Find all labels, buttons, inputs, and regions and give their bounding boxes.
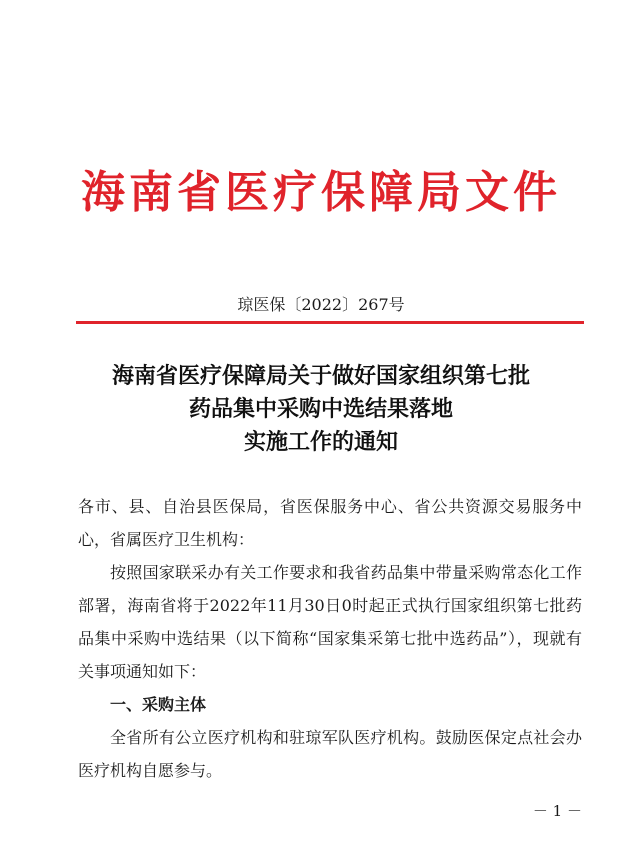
page-number: － 1 － bbox=[532, 802, 582, 820]
notice-title bbox=[40, 360, 602, 459]
body-paragraph-1: 按照国家联采办有关工作要求和我省药品集中带量采购常态化工作部署，海南省将于2022年11月30日0时起正式执行国家组织第七批药品集中采购中选结果（以下简称“国家集采第七批中选药品”），现就有关事项通知如下： bbox=[78, 563, 582, 681]
section-1-heading: 一、采购主体 bbox=[110, 695, 207, 714]
document-number: 琼医保〔2022〕267号 bbox=[237, 295, 405, 314]
red-divider-line bbox=[76, 321, 584, 324]
issuer-title: 海南省医疗保障局文件 bbox=[81, 167, 561, 218]
section-1-text: 全省所有公立医疗机构和驻琼军队医疗机构。鼓励医保定点社会办医疗机构自愿参与。 bbox=[78, 728, 582, 780]
addressees: 各市、县、自治县医保局，省医保服务中心、省公共资源交易服务中心，省属医疗卫生机构： bbox=[78, 497, 582, 549]
notice-title-line-3: 实施工作的通知 bbox=[243, 429, 398, 455]
notice-body bbox=[78, 490, 582, 787]
notice-title-line-1: 海南省医疗保障局关于做好国家组织第七批 bbox=[111, 363, 530, 389]
notice-title-line-2: 药品集中采购中选结果落地 bbox=[188, 396, 453, 422]
